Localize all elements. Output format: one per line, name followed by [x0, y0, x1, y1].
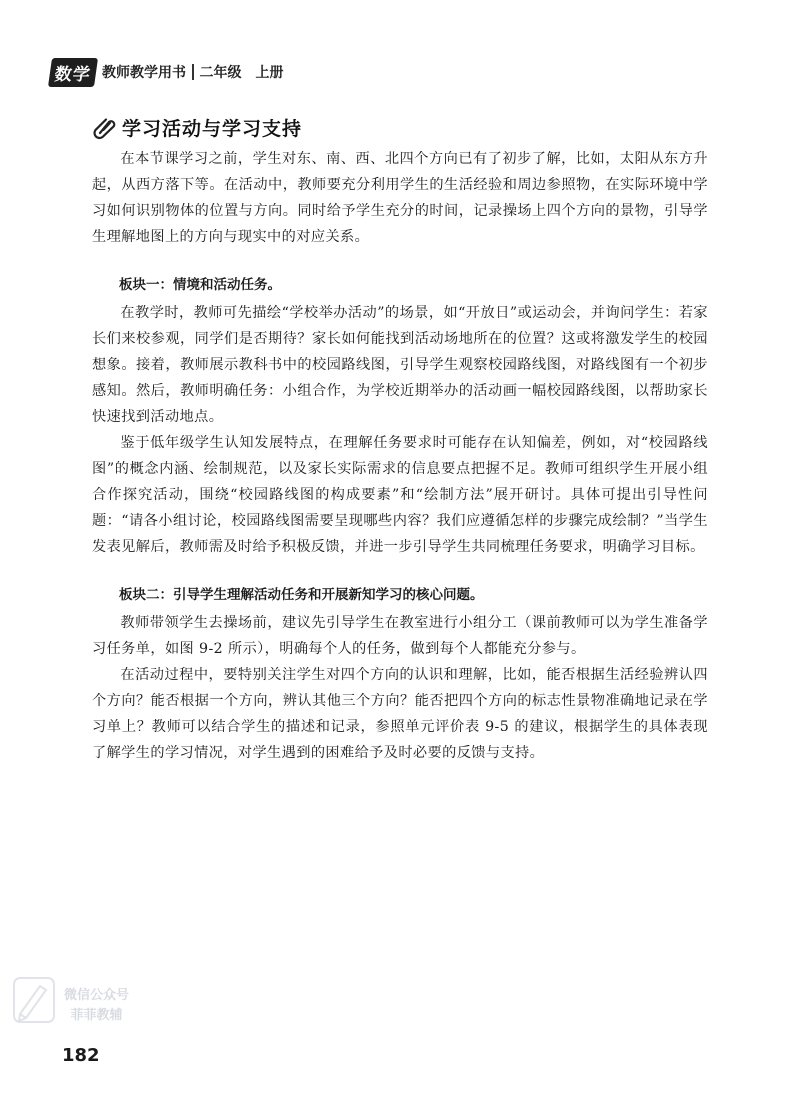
block2-title: 板块二：引导学生理解活动任务和开展新知学习的核心问题。 [119, 587, 484, 603]
watermark-line-1: 微信公众号 [64, 988, 130, 1003]
watermark-line-2: 菲菲教辅 [70, 1008, 123, 1023]
section-heading [92, 114, 302, 141]
page-number: 182 [62, 1045, 100, 1066]
block2-paragraph-2: 在活动过程中，要特别关注学生对四个方向的认识和理解，比如，能否根据生活经验辨认四个方向？能否根据一个方向，辨认其他三个方向？能否把四个方向的标志性景物准确地记录在学习单上？教师可以结合学生的描述和记录，参照单元评价表 9-5 的建议，根据学生的具体表现了解学生的学习情况，对学生遇到的困难给予及时必要的反馈与支持。 [92, 667, 708, 761]
block1-paragraph-2: 鉴于低年级学生认知发展特点，在理解任务要求时可能存在认知偏差，例如，对“校园路线图”的概念内涵、绘制规范，以及家长实际需求的信息要点把握不足。教师可组织学生开展小组合作探究活动，围绕“校园路线图的构成要素”和“绘制方法”展开研讨。具体可提出引导性问题：“请各小组讨论，校园路线图需要呈现哪些内容？我们应遵循怎样的步骤完成绘制？”当学生发表见解后，教师需及时给予积极反馈，并进一步引导学生共同梳理任务要求，明确学习目标。 [92, 435, 708, 555]
main-content [92, 146, 708, 766]
paperclip-icon [92, 115, 118, 141]
running-header [50, 58, 750, 86]
watermark [4, 968, 154, 1038]
section-title: 学习活动与学习支持 [122, 118, 303, 140]
header-divider [192, 64, 194, 80]
grade-label: 二年级 上册 [199, 65, 284, 81]
pencil-watermark-icon [10, 972, 62, 1028]
intro-paragraph: 在本节课学习之前，学生对东、南、西、北四个方向已有了初步了解，比如，太阳从东方升起，从西方落下等。在活动中，教师要充分利用学生的生活经验和周边参照物，在实际环境中学习如何识别物体的位置与方向。同时给予学生充分的时间，记录操场上四个方向的景物，引导学生理解地图上的方向与现实中的对应关系。 [92, 151, 708, 245]
block2-paragraph-1: 教师带领学生去操场前，建议先引导学生在教室进行小组分工（课前教师可以为学生准备学习任务单，如图 9-2 所示），明确每个人的任务，做到每个人都能充分参与。 [92, 615, 708, 657]
block1-paragraph-1: 在教学时，教师可先描绘“学校举办活动”的场景，如“开放日”或运动会，并询问学生：若家长们来校参观，同学们是否期待？家长如何能找到活动场地所在的位置？这或将激发学生的校园想象。接着，教师展示教科书中的校园路线图，引导学生观察校园路线图，对路线图有一个初步感知。然后，教师明确任务：小组合作，为学校近期举办的活动画一幅校园路线图，以帮助家长快速找到活动地点。 [92, 305, 708, 425]
book-title: 教师教学用书 [102, 65, 186, 81]
block1-title: 板块一：情境和活动任务。 [119, 277, 281, 293]
subject-badge: 数学 [48, 58, 98, 87]
